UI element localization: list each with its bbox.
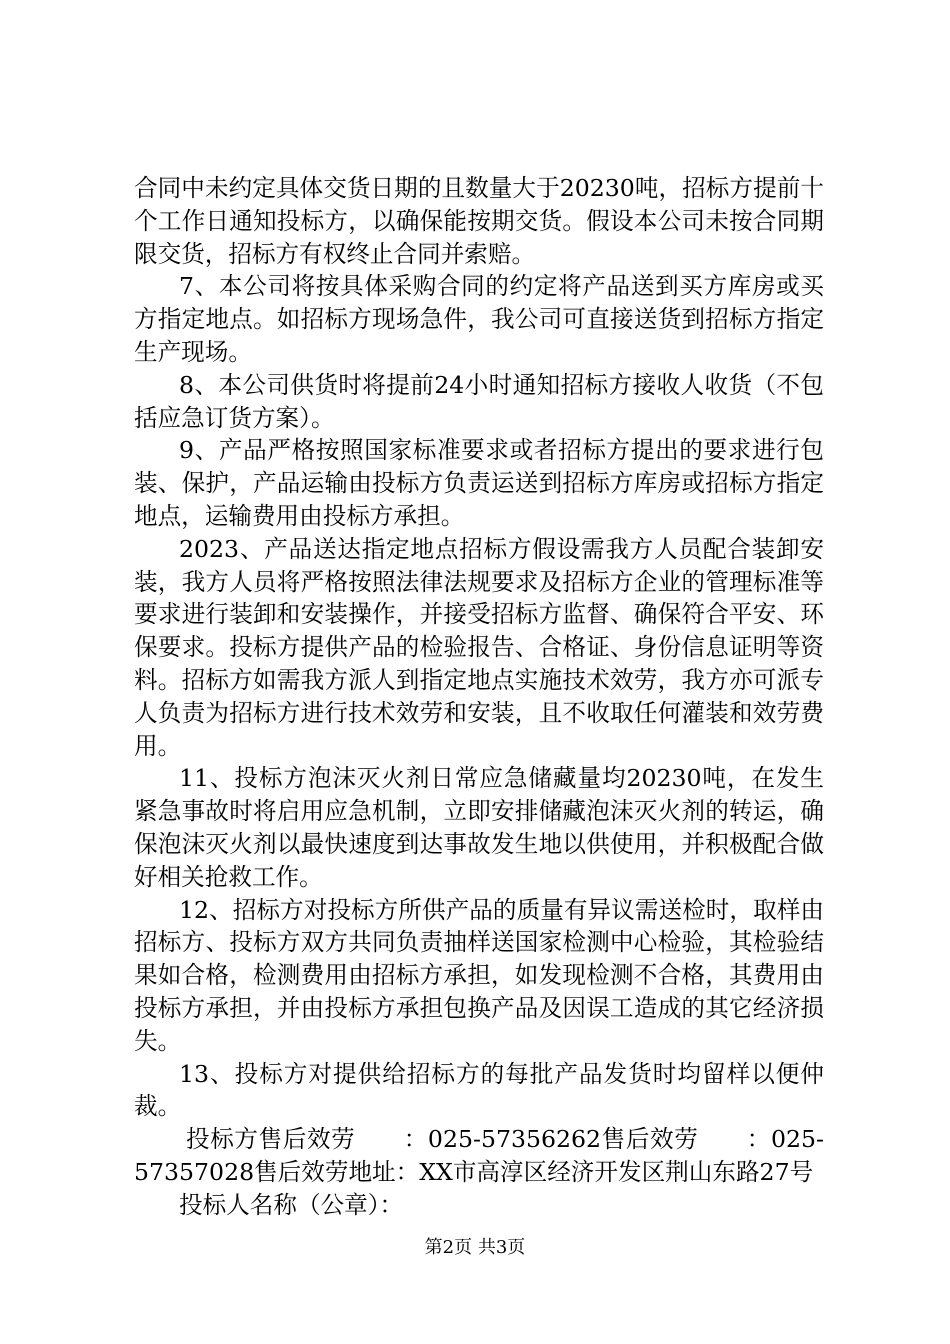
paragraph-item-12: 12、招标方对投标方所供产品的质量有异议需送检时，取样由招标方、投标方双方共同负责抽样送国家检测中心检验，其检验结果如合格，检测费用由招标方承担，如发现检测不合格，其费用由投标方承担，并由投标方承担包换产品及因误工造成的其它经济损失。 <box>134 895 824 1055</box>
paragraph-item-7: 7、本公司将按具体采购合同的约定将产品送到买方库房或买方指定地点。如招标方现场急件，我公司可直接送货到招标方指定生产现场。 <box>134 272 824 366</box>
document-body <box>134 172 824 1222</box>
paragraph-item-11: 11、投标方泡沫灭火剂日常应急储藏量均20230吨，在发生紧急事故时将启用应急机制，立即安排储藏泡沫灭火剂的转运，确保泡沫灭火剂以最快速度到达事故发生地以供使用，并积极配合做好相关抢救工作。 <box>134 764 824 891</box>
paragraph-delivery-terms: 合同中未约定具体交货日期的且数量大于20230吨，招标方提前十个工作日通知投标方，以确保能按期交货。假设本公司未按合同期限交货，招标方有权终止合同并索赔。 <box>134 174 824 268</box>
paragraph-bidder-name: 投标人名称（公章）： <box>179 1190 404 1219</box>
paragraph-item-13: 13、投标方对提供给招标方的每批产品发货时均留样以便仲裁。 <box>134 1059 824 1121</box>
paragraph-after-sales-service: 投标方售后效劳 ：025-57356262售后效劳 ：025-57357028售后效劳地址：XX市高淳区经济开发区荆山东路27号 <box>134 1125 824 1186</box>
paragraph-item-10: 2023、产品送达指定地点招标方假设需我方人员配合装卸安装，我方人员将严格按照法律法规要求及招标方企业的管理标准等要求进行装卸和安装操作，并接受招标方监督、确保符合平安、环保要求。投标方提供产品的检验报告、合格证、身份信息证明等资料。招标方如需我方派人到指定地点实施技术效劳，我方亦可派专人负责为招标方进行技术效劳和安装，且不收取任何灌装和效劳费用。 <box>134 534 824 760</box>
page-footer: 第2页 共3页 <box>424 1237 526 1258</box>
paragraph-item-8: 8、本公司供货时将提前24小时通知招标方接收人收货（不包括应急订货方案）。 <box>134 370 824 432</box>
paragraph-item-9: 9、产品严格按照国家标准要求或者招标方提出的要求进行包装、保护，产品运输由投标方负责运送到招标方库房或招标方指定地点，运输费用由投标方承担。 <box>134 436 824 530</box>
